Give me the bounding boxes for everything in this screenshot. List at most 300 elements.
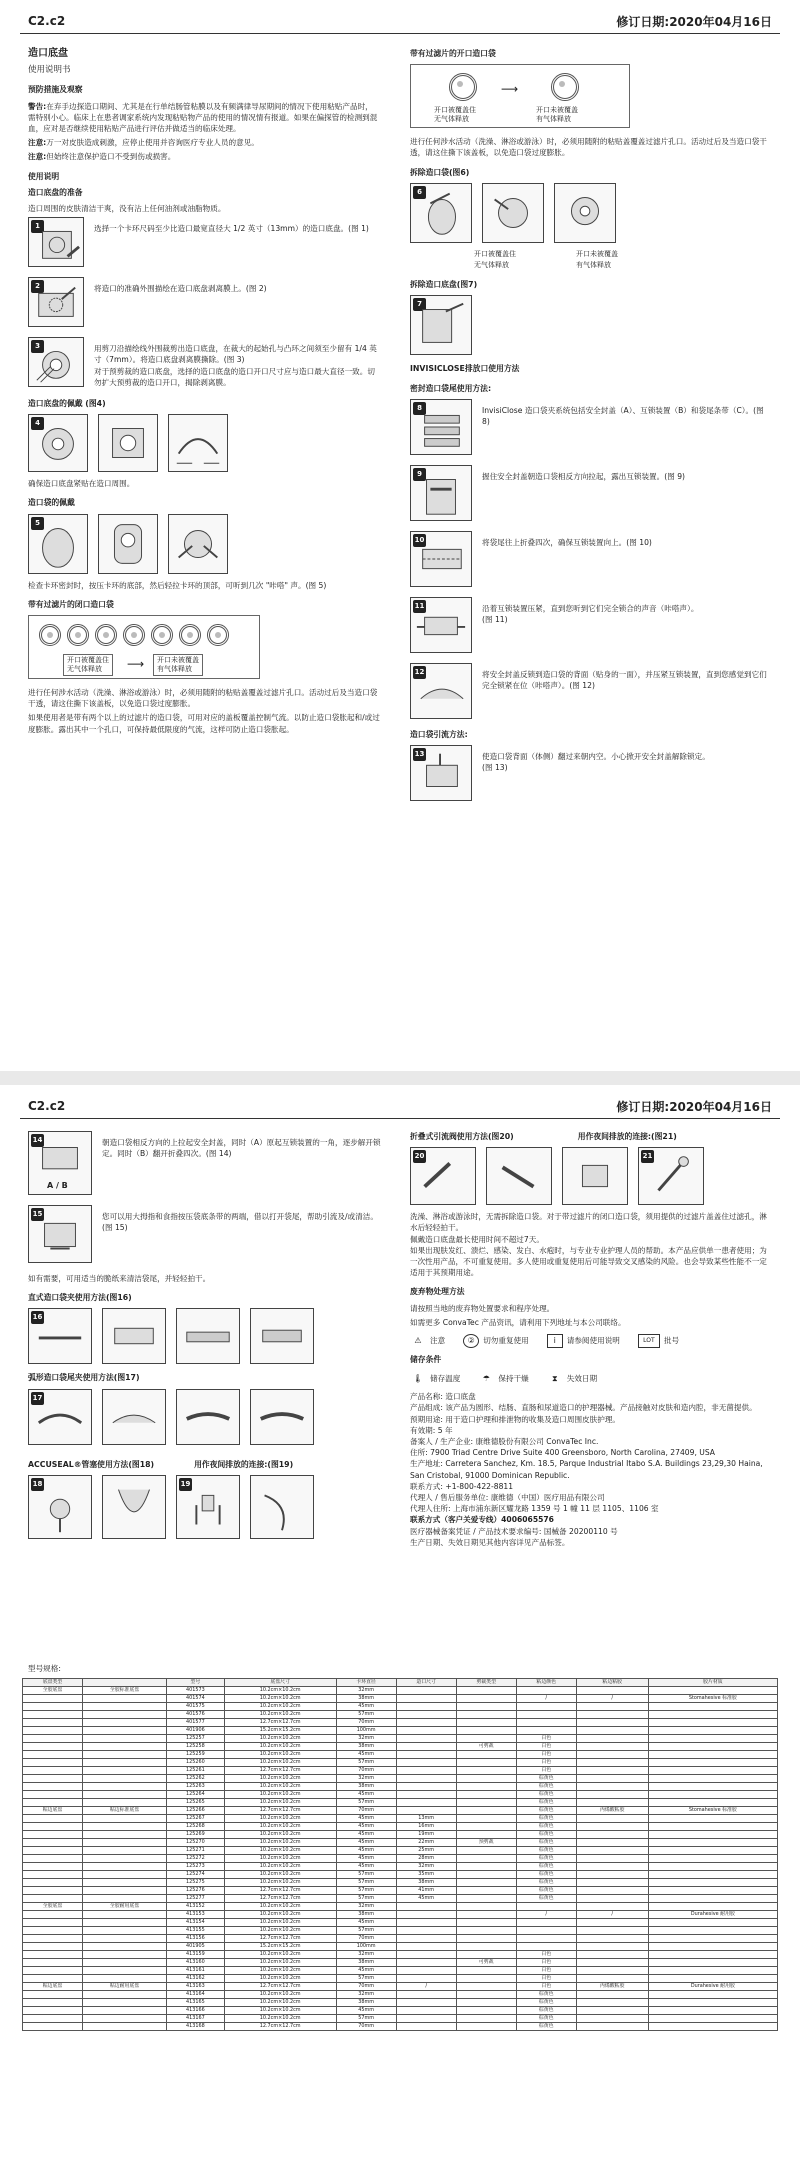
invisiclose-heading: INVISICLOSE排放口使用方法: [410, 364, 520, 374]
table-cell: [83, 1959, 167, 1967]
table-cell: [648, 1951, 777, 1959]
table-cell: [648, 1871, 777, 1879]
step-3-text: 用剪刀沿描绘线外围裁剪出造口底盘，在裁大的起始孔与凸环之间须至少留有 1/4 英寸（7mm）。将造口底盘剥离膜撕除。(图 3) 对于预剪裁的造口底盘，选择的造口底盘的造口开口尺寸应与造口最大直径一致。切勿扩大预剪裁的造口开口，揭除剥离膜。: [94, 344, 377, 387]
straight-clip-heading: 直式造口袋夹使用方法(图16): [28, 1293, 132, 1303]
table-header-cell: [83, 1679, 167, 1687]
table-cell: [83, 1839, 167, 1847]
table-cell: [648, 1895, 777, 1903]
table-cell: [83, 1719, 167, 1727]
figure-17-row: [28, 1389, 388, 1445]
table-cell: 10.2cm×10.2cm: [224, 1919, 336, 1927]
table-cell: [23, 1815, 83, 1823]
table-cell: [396, 1919, 456, 1927]
table-cell: 10.2cm×10.2cm: [224, 2015, 336, 2023]
table-cell: [83, 1767, 167, 1775]
table-cell: [396, 1967, 456, 1975]
table-cell: [648, 1775, 777, 1783]
table-cell: [83, 1831, 167, 1839]
table-row: [23, 1927, 778, 1935]
table-cell: 12.7cm×12.7cm: [224, 1887, 336, 1895]
table-cell: [23, 1775, 83, 1783]
table-cell: 全胶底盘: [23, 1903, 83, 1911]
table-cell: [648, 1839, 777, 1847]
figure-17b: [102, 1389, 166, 1445]
table-cell: 棕黄色: [516, 1791, 576, 1799]
table-cell: [23, 1767, 83, 1775]
table-cell: [456, 2023, 516, 2031]
table-cell: [83, 1775, 167, 1783]
table-cell: [456, 1935, 516, 1943]
diagram-caption-covered: 开口被覆盖住 无气体释放: [431, 105, 479, 125]
table-cell: [396, 1975, 456, 1983]
table-cell: 401573: [166, 1687, 224, 1695]
table-cell: [576, 1999, 648, 2007]
table-cell: 413155: [166, 1927, 224, 1935]
figure-5c: [168, 514, 228, 574]
table-cell: 10.2cm×10.2cm: [224, 1711, 336, 1719]
table-header-cell: 粘边颜色: [516, 1679, 576, 1687]
table-row: [23, 1735, 778, 1743]
figure-14: 14 A / B: [28, 1131, 92, 1195]
table-header-row: [23, 1679, 778, 1687]
table-cell: [456, 1703, 516, 1711]
table-cell: [576, 1847, 648, 1855]
table-cell: 粘边底盘: [23, 1983, 83, 1991]
step-1-text: 选择一个卡环尺码至少比造口最宽直径大 1/2 英寸（13mm）的造口底盘。(图 1): [94, 224, 369, 234]
table-cell: 白色: [516, 1759, 576, 1767]
spec-heading: 型号规格:: [28, 1664, 61, 1673]
table-cell: 413166: [166, 2007, 224, 2015]
table-cell: [648, 1991, 777, 1999]
table-cell: [648, 1879, 777, 1887]
table-cell: [396, 2023, 456, 2031]
table-row: [23, 2015, 778, 2023]
table-cell: [456, 1687, 516, 1695]
table-cell: [83, 1895, 167, 1903]
table-cell: [576, 2015, 648, 2023]
table-cell: 57mm: [336, 1975, 396, 1983]
table-cell: 白色: [516, 1983, 576, 1991]
table-cell: 12.7cm×12.7cm: [224, 1719, 336, 1727]
table-cell: [23, 1943, 83, 1951]
table-header-cell: 胶片材质: [648, 1679, 777, 1687]
table-cell: 45mm: [336, 1831, 396, 1839]
table-row: [23, 1999, 778, 2007]
table-cell: [396, 1991, 456, 1999]
table-cell: [23, 1967, 83, 1975]
table-cell: [648, 1999, 777, 2007]
table-cell: 棕黄色: [516, 1895, 576, 1903]
table-cell: 10.2cm×10.2cm: [224, 1783, 336, 1791]
table-cell: 粘边标准底盘: [83, 1807, 167, 1815]
table-cell: [23, 1975, 83, 1983]
table-cell: 413156: [166, 1935, 224, 1943]
table-cell: 125258: [166, 1743, 224, 1751]
table-cell: 125259: [166, 1751, 224, 1759]
table-cell: 413160: [166, 1959, 224, 1967]
lot-icon: LOT: [638, 1334, 660, 1348]
note-paragraph: 注意:万一对皮肤造成刺激，应停止使用并咨询医疗专业人员的意见。: [28, 138, 259, 148]
step-1: [28, 217, 380, 267]
table-cell: [576, 1775, 648, 1783]
table-cell: 白色: [516, 1735, 576, 1743]
table-cell: 125267: [166, 1815, 224, 1823]
table-row: [23, 1799, 778, 1807]
table-cell: 100mm: [336, 1943, 396, 1951]
table-cell: /: [396, 1983, 456, 1991]
table-cell: [648, 1791, 777, 1799]
table-cell: 12.7cm×12.7cm: [224, 1807, 336, 1815]
table-cell: [648, 1847, 777, 1855]
table-cell: 棕黄色: [516, 2023, 576, 2031]
spec-table: [22, 1678, 778, 2031]
table-cell: [83, 1847, 167, 1855]
table-cell: [23, 1751, 83, 1759]
table-row: [23, 1847, 778, 1855]
table-cell: [576, 1799, 648, 1807]
table-cell: 棕黄色: [516, 1863, 576, 1871]
table-cell: [576, 1767, 648, 1775]
figure-16a: 16: [28, 1308, 92, 1364]
open-filter-diagram: [410, 64, 630, 128]
table-cell: [23, 1735, 83, 1743]
table-row: [23, 1951, 778, 1959]
table-cell: 70mm: [336, 2023, 396, 2031]
table-cell: [516, 1687, 576, 1695]
figure-20-21-row: [410, 1147, 772, 1205]
table-cell: [23, 2007, 83, 2015]
table-cell: [83, 1879, 167, 1887]
warning-icon: ⚠: [414, 1336, 422, 1346]
figure-12: 12: [410, 663, 472, 719]
table-cell: 45mm: [396, 1895, 456, 1903]
table-cell: [576, 1903, 648, 1911]
figure-2: 2: [28, 277, 84, 327]
table-cell: [83, 1871, 167, 1879]
table-row: [23, 1943, 778, 1951]
table-row: [23, 1855, 778, 1863]
table-cell: Durahesive 耐用胶: [648, 1911, 777, 1919]
table-cell: 全胶耐用底盘: [83, 1903, 167, 1911]
table-cell: 45mm: [336, 1847, 396, 1855]
table-cell: [456, 1975, 516, 1983]
table-cell: [576, 2007, 648, 2015]
table-cell: 棕黄色: [516, 1815, 576, 1823]
table-row: [23, 1935, 778, 1943]
table-row: [23, 1775, 778, 1783]
table-cell: 10.2cm×10.2cm: [224, 1815, 336, 1823]
table-body: [23, 1687, 778, 2031]
table-cell: 10.2cm×10.2cm: [224, 1927, 336, 1935]
table-cell: 预剪裁: [456, 1839, 516, 1847]
table-cell: [23, 1799, 83, 1807]
table-row: [23, 1959, 778, 1967]
figure-18-19-row: [28, 1475, 388, 1539]
table-cell: [83, 1967, 167, 1975]
table-cell: 125257: [166, 1735, 224, 1743]
disposal-heading: 废弃物处理方法: [410, 1287, 465, 1297]
table-cell: 全胶底盘: [23, 1687, 83, 1695]
table-cell: [576, 1975, 648, 1983]
table-header-cell: 型号: [166, 1679, 224, 1687]
precautions-heading: 预防措施及观察: [28, 85, 83, 95]
filter-heading: 带有过滤片的闭口造口袋: [28, 599, 114, 609]
table-cell: 125273: [166, 1863, 224, 1871]
apply-text: 确保造口底盘紧贴在造口周围。: [28, 479, 135, 489]
table-cell: 白色: [516, 1959, 576, 1967]
table-cell: /: [576, 1695, 648, 1703]
doc-subtitle: 使用说明书: [28, 65, 71, 76]
table-cell: [83, 1943, 167, 1951]
open-filter-text: 进行任何涉水活动（洗澡、淋浴或游泳）时，必须用随附的粘贴盖覆盖过滤片孔口。活动过后及当造口袋干透，请这住撕下该盖板，以免造口袋过度膨胀。: [410, 137, 767, 158]
table-row: [23, 1911, 778, 1919]
table-cell: /: [576, 1911, 648, 1919]
table-cell: 401575: [166, 1703, 224, 1711]
table-cell: [23, 1855, 83, 1863]
table-cell: 401576: [166, 1711, 224, 1719]
table-cell: [23, 1847, 83, 1855]
step-14-text: 朝造口袋相反方向的上拉起安全封盖，同时（A）原起互锁装置的一角，逐步解开锁定。同时（B）翻开折叠四次。(图 14): [102, 1138, 381, 1159]
table-cell: 38mm: [336, 1783, 396, 1791]
table-cell: [456, 1807, 516, 1815]
step-8: [410, 399, 772, 455]
table-cell: 413161: [166, 1967, 224, 1975]
table-cell: 10.2cm×10.2cm: [224, 1743, 336, 1751]
table-cell: [576, 1743, 648, 1751]
table-cell: [648, 1743, 777, 1751]
table-cell: 38mm: [336, 1999, 396, 2007]
table-cell: [83, 1743, 167, 1751]
table-cell: [456, 1943, 516, 1951]
table-cell: 10.2cm×10.2cm: [224, 1839, 336, 1847]
table-cell: [456, 1871, 516, 1879]
table-header-cell: 造口尺寸: [396, 1679, 456, 1687]
table-cell: [576, 2023, 648, 2031]
table-cell: 可剪裁: [456, 1743, 516, 1751]
figure-17a: 17: [28, 1389, 92, 1445]
figure-4-row: [28, 414, 380, 472]
table-header-cell: 卡环直径: [336, 1679, 396, 1687]
table-cell: [648, 1943, 777, 1951]
table-cell: [648, 1959, 777, 1967]
table-cell: [396, 1951, 456, 1959]
table-cell: [648, 1735, 777, 1743]
table-cell: 45mm: [336, 1967, 396, 1975]
left-column: [28, 1131, 388, 1545]
table-cell: [456, 1735, 516, 1743]
table-cell: [516, 1935, 576, 1943]
table-cell: [576, 1687, 648, 1695]
table-cell: 12.7cm×12.7cm: [224, 2023, 336, 2031]
table-cell: 413152: [166, 1903, 224, 1911]
figure-10: 10: [410, 531, 472, 587]
table-cell: 10.2cm×10.2cm: [224, 1911, 336, 1919]
umbrella-icon: ☂: [482, 1373, 490, 1383]
table-cell: 57mm: [336, 1887, 396, 1895]
doc-code: C2.c2: [28, 14, 66, 28]
table-cell: [648, 1767, 777, 1775]
table-cell: [576, 1783, 648, 1791]
table-cell: [456, 1831, 516, 1839]
table-cell: 棕黄色: [516, 1991, 576, 1999]
table-cell: [576, 1991, 648, 1999]
table-cell: [83, 1927, 167, 1935]
table-cell: [83, 1863, 167, 1871]
remove-caption-uncovered: 开口未被覆盖 有气体释放: [576, 249, 618, 270]
table-cell: [648, 1903, 777, 1911]
table-cell: 45mm: [336, 1823, 396, 1831]
table-cell: [576, 1735, 648, 1743]
table-row: [23, 1807, 778, 1815]
table-row: [23, 1791, 778, 1799]
step-14: [28, 1131, 388, 1195]
step-12-text: 将安全封盖反锁到造口袋的背面（贴身的一面），并压紧互锁装置，直到您感觉到它们完全锁紧在位（咔嗒声）。(图 12): [482, 669, 767, 691]
table-cell: 45mm: [336, 1815, 396, 1823]
figure-19a: 19: [176, 1475, 240, 1539]
table-cell: 38mm: [336, 1911, 396, 1919]
table-cell: [648, 1863, 777, 1871]
table-cell: [83, 1911, 167, 1919]
left-column: [28, 48, 380, 738]
wash-text: 洗澡、淋浴或游泳时，无需拆除造口袋。对于带过滤片的闭口造口袋，须用提供的过滤片盖盖住过滤孔，淋水后轻轻拍干。 佩戴造口底盘最长使用时间不超过7天。 如果出现肤发红、溃烂、感染、发白、水疱时，与专业专业护理人员的帮助。本产品应供单一患者使用；为一次性用产品，不可重复使用。多人使用或重复使用后可能导致交叉感染的风险。也会导致某些性能不一定适用于其预期用途。: [410, 1212, 767, 1278]
table-cell: Stomahesive 标准胶: [648, 1807, 777, 1815]
table-cell: 125276: [166, 1887, 224, 1895]
table-cell: [648, 1783, 777, 1791]
table-cell: [396, 1927, 456, 1935]
table-cell: [23, 1919, 83, 1927]
table-row: [23, 1743, 778, 1751]
table-cell: [576, 1703, 648, 1711]
table-cell: [396, 2015, 456, 2023]
table-cell: [23, 1911, 83, 1919]
table-cell: 棕黄色: [516, 1855, 576, 1863]
table-cell: 10.2cm×10.2cm: [224, 1967, 336, 1975]
table-cell: 15.2cm×15.2cm: [224, 1943, 336, 1951]
table-cell: [83, 1735, 167, 1743]
figure-15: 15: [28, 1205, 92, 1263]
table-cell: 棕黄色: [516, 1783, 576, 1791]
table-cell: 白色: [516, 1743, 576, 1751]
table-cell: [648, 1967, 777, 1975]
table-cell: 10.2cm×10.2cm: [224, 1903, 336, 1911]
table-cell: [456, 1983, 516, 1991]
table-cell: 全胶标准底盘: [83, 1687, 167, 1695]
table-cell: 10.2cm×10.2cm: [224, 1735, 336, 1743]
table-cell: 125269: [166, 1831, 224, 1839]
table-cell: 棕黄色: [516, 1847, 576, 1855]
table-cell: [23, 1719, 83, 1727]
bag-heading: 造口袋的佩戴: [28, 498, 75, 508]
table-cell: [83, 1783, 167, 1791]
figure-11: 11: [410, 597, 472, 653]
table-row: [23, 1823, 778, 1831]
table-row: [23, 1967, 778, 1975]
figure-20c: [562, 1147, 628, 1205]
figure-16-row: [28, 1308, 388, 1364]
table-cell: [648, 1759, 777, 1767]
table-header-cell: 剪裁类型: [456, 1679, 516, 1687]
figure-20b: [486, 1147, 552, 1205]
table-cell: 70mm: [336, 1767, 396, 1775]
table-cell: 70mm: [336, 1983, 396, 1991]
more-info-text: 如需更多 ConvaTec 产品资讯，请利用下列地址与本公司联络。: [410, 1317, 626, 1327]
table-cell: 401574: [166, 1695, 224, 1703]
table-cell: 25mm: [396, 1847, 456, 1855]
step-11: [410, 597, 772, 653]
table-cell: [396, 1727, 456, 1735]
table-cell: 10.2cm×10.2cm: [224, 1959, 336, 1967]
table-cell: [83, 1791, 167, 1799]
table-cell: [83, 2015, 167, 2023]
table-cell: [83, 1759, 167, 1767]
table-cell: 125263: [166, 1783, 224, 1791]
figure-14-label: A / B: [47, 1180, 68, 1190]
table-cell: [648, 1711, 777, 1719]
table-cell: [396, 1775, 456, 1783]
figure-4a: 4: [28, 414, 88, 472]
table-cell: [576, 1935, 648, 1943]
table-cell: [648, 2023, 777, 2031]
table-header-cell: 底盘类型: [23, 1679, 83, 1687]
table-cell: 57mm: [336, 1759, 396, 1767]
figure-5a: 5: [28, 514, 88, 574]
doc-code: C2.c2: [28, 1099, 66, 1113]
table-cell: 10.2cm×10.2cm: [224, 1759, 336, 1767]
table-row: [23, 1687, 778, 1695]
step-15-note: 如有需要，可用适当的脆纸来清洁袋尾，并轻轻拍干。: [28, 1274, 211, 1283]
table-cell: [396, 1791, 456, 1799]
table-row: [23, 1839, 778, 1847]
figure-19b: [250, 1475, 314, 1539]
table-cell: [516, 1703, 576, 1711]
table-cell: 10.2cm×10.2cm: [224, 1951, 336, 1959]
table-cell: 57mm: [336, 2015, 396, 2023]
figure-3: 3: [28, 337, 84, 387]
table-cell: [23, 1863, 83, 1871]
table-cell: [516, 1727, 576, 1735]
remove-base-heading: 拆除造口底盘(图7): [410, 280, 478, 290]
table-cell: 28mm: [396, 1855, 456, 1863]
table-cell: 45mm: [336, 1863, 396, 1871]
table-cell: [648, 1975, 777, 1983]
figure-6b: [482, 183, 544, 243]
table-cell: [396, 1687, 456, 1695]
step-3: [28, 337, 380, 388]
figure-20a: 20: [410, 1147, 476, 1205]
table-cell: [396, 1807, 456, 1815]
table-cell: [576, 1919, 648, 1927]
table-row: [23, 1751, 778, 1759]
table-cell: [576, 1951, 648, 1959]
table-cell: 38mm: [396, 1879, 456, 1887]
table-cell: 401906: [166, 1727, 224, 1735]
table-cell: [83, 1751, 167, 1759]
table-row: [23, 1703, 778, 1711]
table-cell: 12.7cm×12.7cm: [224, 1767, 336, 1775]
table-cell: 10.2cm×10.2cm: [224, 1791, 336, 1799]
table-cell: 45mm: [336, 1751, 396, 1759]
table-cell: [23, 1887, 83, 1895]
table-cell: 粘边底盘: [23, 1807, 83, 1815]
figure-17d: [250, 1389, 314, 1445]
page-header: [28, 1093, 772, 1119]
table-cell: [83, 1799, 167, 1807]
table-cell: [516, 1719, 576, 1727]
page-header: [28, 8, 772, 34]
table-cell: 10.2cm×10.2cm: [224, 1847, 336, 1855]
table-cell: [456, 1895, 516, 1903]
table-cell: 棕黄色: [516, 1871, 576, 1879]
